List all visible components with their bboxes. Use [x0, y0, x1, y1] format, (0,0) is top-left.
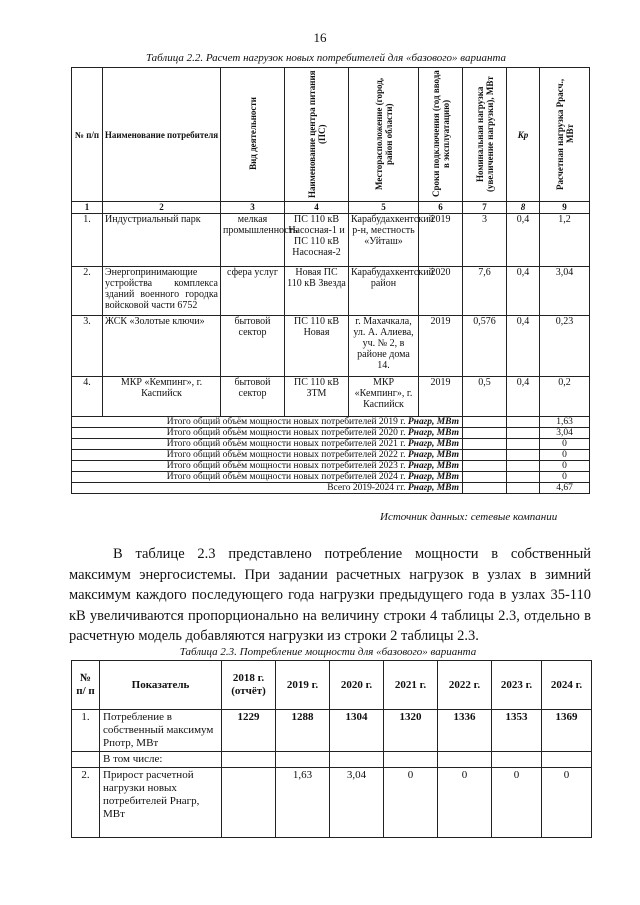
header-center: Наименование центра питания (ПС): [285, 68, 349, 202]
table-row: 1. Потребление в собственный максимум Рпотр, МВт 1229 1288 1304 1320 1336 1353 1369: [72, 710, 592, 752]
header-name: Наименование потребителя: [103, 68, 221, 202]
header-nominal: Номинальная нагрузка (увеличение нагрузки), МВт: [463, 68, 507, 202]
total-row-2024: Итого общий объём мощности новых потребителей 2024 г. Рнагр, МВт 0: [72, 472, 590, 483]
table-2-2: [71, 67, 590, 494]
header-activity: Вид деятельности: [221, 68, 285, 202]
header-calc: Расчетная нагрузка Pрасч., МВт: [540, 68, 590, 202]
header-location: Месторасположение (город, район области): [349, 68, 419, 202]
header-kr: Кр: [507, 68, 540, 202]
body-paragraph: В таблице 2.3 представлено потребление мощности в собственный максимум энергосистемы. При задании расчетных нагрузок в узлах в зимний максимум каждого последующего года нагрузки предыдущего года в узлах 35-110 кВ увеличиваются пропорционально на величину строки 4 таблицы 2.3, отдельно в расчетную модель добавляются нагрузки из строки 2 таблицы 2.3.: [69, 546, 591, 645]
header-term: Сроки подключения (год ввода в эксплуатацию): [419, 68, 463, 202]
table-row: В том числе:: [72, 752, 592, 768]
grand-total-row: Всего 2019-2024 гг. Рнагр, МВт 4,67: [72, 483, 590, 494]
total-row-2021: Итого общий объём мощности новых потребителей 2021 г. Рнагр, МВт 0: [72, 439, 590, 450]
column-number-row: 1 2 3 4 5 6 7 8 9: [72, 202, 590, 214]
total-row-2020: Итого общий объём мощности новых потребителей 2020 г. Рнагр, МВт 3,04: [72, 428, 590, 439]
header-num: № п/п: [72, 68, 103, 202]
total-row-2019: Итого общий объём мощности новых потребителей 2019 г. Рнагр, МВт 1,63: [72, 417, 590, 428]
table-row: 1. Индустриальный парк мелкая промышленность ПС 110 кВ Насосная-1 и ПС 110 кВ Насосная-2 Карабудахкентский р-н, местность «Уйташ» 2019 3 0,4 1,2: [72, 214, 590, 267]
total-row-2023: Итого общий объём мощности новых потребителей 2023 г. Рнагр, МВт 0: [72, 461, 590, 472]
table-2-2-caption: Таблица 2.2. Расчет нагрузок новых потребителей для «базового» варианта: [145, 52, 507, 64]
table-2-3: [71, 660, 592, 838]
total-row-2022: Итого общий объём мощности новых потребителей 2022 г. Рнагр, МВт 0: [72, 450, 590, 461]
table-row: 2. Энергопринимающие устройства комплекса зданий военного городка войсковой части 6752 сфера услуг Новая ПС 110 кВ Звезда Карабудахкентский район 2020 7,6 0,4 3,04: [72, 267, 590, 316]
source-note: Источник данных: сетевые компании: [380, 511, 558, 523]
table-row: 4. МКР «Кемпинг», г. Каспийск бытовой сектор ПС 110 кВ ЗТМ МКР «Кемпинг», г. Каспийск 2019 0,5 0,4 0,2: [72, 377, 590, 417]
table-2-3-caption: Таблица 2.3. Потребление мощности для «базового» варианта: [179, 646, 477, 658]
page-number: 16: [313, 30, 327, 45]
table-row: 2. Прирост расчетной нагрузки новых потребителей Рнагр, МВт 1,63 3,04 0 0 0 0: [72, 768, 592, 838]
table-header-row: № п/ п Показатель 2018 г. (отчёт) 2019 г. 2020 г. 2021 г. 2022 г. 2023 г. 2024 г.: [72, 661, 592, 710]
table-row: 3. ЖСК «Золотые ключи» бытовой сектор ПС 110 кВ Новая г. Махачкала, ул. А. Алиева, уч. № 2, в районе дома 14. 2019 0,576 0,4 0,23: [72, 316, 590, 377]
